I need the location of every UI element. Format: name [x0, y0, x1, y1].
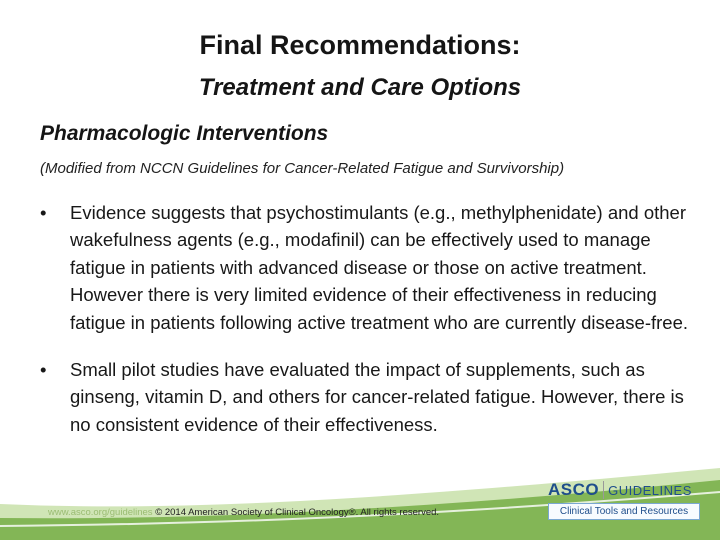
- footer-url[interactable]: www.asco.org/guidelines: [48, 507, 153, 518]
- bullet-item: [40, 199, 690, 336]
- logo-tagline: Clinical Tools and Resources: [548, 503, 700, 520]
- bullet-list: [40, 199, 690, 438]
- logo-product: GUIDELINES: [608, 482, 692, 498]
- logo-brand: ASCO: [548, 480, 600, 499]
- logo-divider: [603, 481, 604, 499]
- bullet-item: [40, 356, 690, 438]
- slide-title: Final Recommendations:: [199, 30, 521, 60]
- source-note: (Modified from NCCN Guidelines for Cancer-Related Fatigue and Survivorship): [40, 160, 565, 177]
- footer-copyright: © 2014 American Society of Clinical Oncology®. All rights reserved.: [155, 507, 440, 518]
- slide-subtitle: Treatment and Care Options: [198, 74, 522, 101]
- section-heading: Pharmacologic Interventions: [40, 122, 329, 145]
- bullet-text: Small pilot studies have evaluated the impact of supplements, such as ginseng, vitamin D, and others for cancer-related fatigue. However, there is no consistent evidence of their effectiveness.: [70, 359, 684, 435]
- bullet-text: Evidence suggests that psychostimulants (e.g., methylphenidate) and other wakefulness agents (e.g., modafinil) can be effectively used to manage fatigue in patients with advanced disease or those on active treatment. However there is very limited evidence of their effectiveness in reducing fatigue in patients following active treatment who are currently disease-free.: [70, 202, 689, 333]
- bullet-point-icon: •: [40, 359, 47, 381]
- bullet-point-icon: •: [40, 202, 47, 223]
- asco-guidelines-logo: [548, 478, 700, 520]
- footer: [48, 507, 439, 518]
